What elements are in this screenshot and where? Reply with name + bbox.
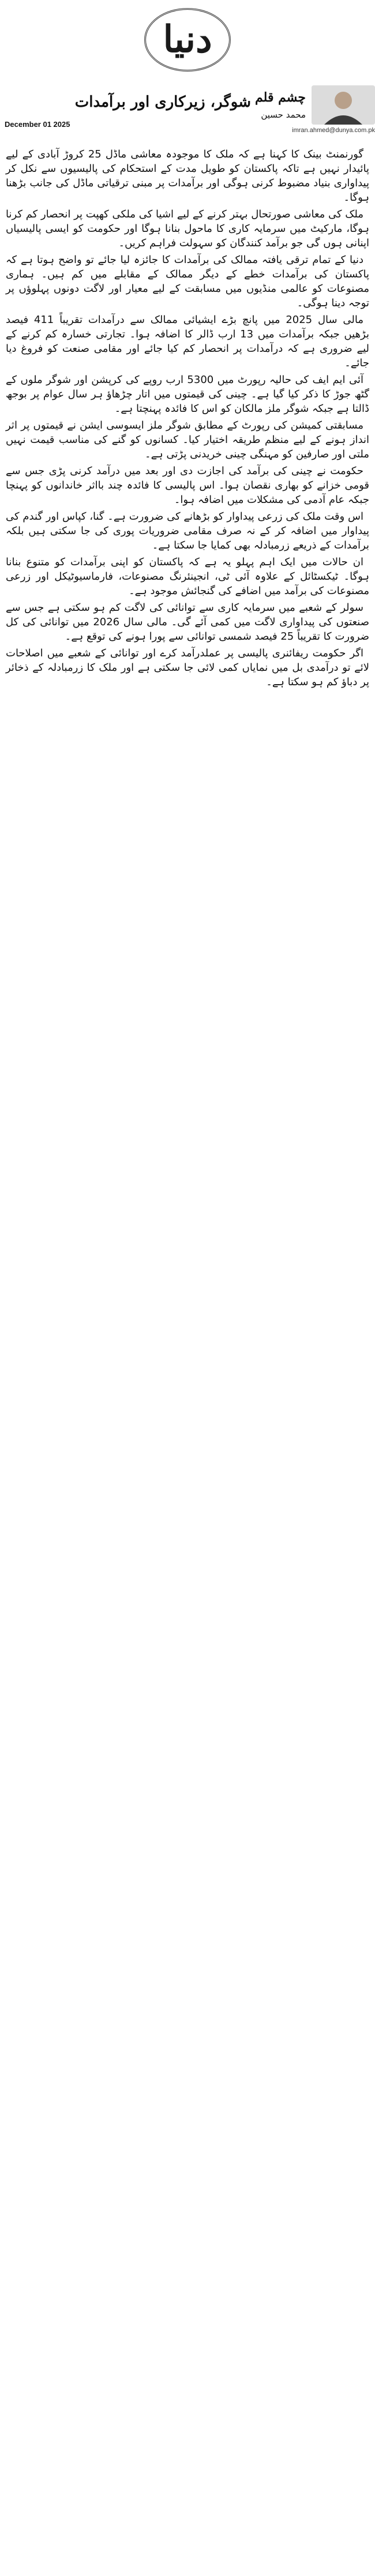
article-paragraph: اس وقت ملک کی زرعی پیداوار کو بڑھانے کی ضرورت ہے۔ گنا، کپاس اور گندم کی پیداوار میں اضافہ کر کے نہ صرف مقامی ضروریات پوری کی جا سکتی ہیں بلکہ برآمدات کے ذریعے زرمبادلہ بھی کمایا جا سکتا ہے۔ bbox=[6, 510, 369, 551]
article-body bbox=[6, 147, 369, 692]
article-paragraph: ملک کی معاشی صورتحال بہتر کرنے کے لیے اشیا کی ملکی کھپت پر انحصار کم کرنا ہوگا، مارکیٹ میں سرمایہ کاری کا ماحول بنانا ہوگا اور حکومت کو ایسی پالیسیاں اپنانی ہوں گی جو برآمد کنندگان کو سہولت فراہم کریں۔ bbox=[5, 208, 369, 249]
author-email[interactable]: imran.ahmed@dunya.com.pk bbox=[292, 127, 375, 134]
article-paragraph: مالی سال 2025 میں پانچ بڑے ایشیائی ممالک سے درآمدات تقریباً 411 فیصد بڑھیں جبکہ برآمدات میں 13 ارب ڈالر کا اضافہ ہوا۔ تجارتی خسارہ کم کرنے کے لیے ضروری ہے کہ درآمدات پر انحصار کم کیا جائے اور مقامی صنعت کو فروغ دیا جائے۔ bbox=[6, 314, 369, 369]
logo-text: دنیا bbox=[163, 18, 212, 61]
masthead bbox=[0, 0, 375, 144]
byline-block bbox=[74, 87, 375, 138]
portrait-image bbox=[312, 85, 375, 125]
article-paragraph: دنیا کے تمام ترقی یافتہ ممالک کی برآمدات کا جائزہ لیا جائے تو واضح ہوتا ہے کہ پاکستان کی برآمدات خطے کے دیگر ممالک کے مقابلے میں کم ہیں۔ ہماری مصنوعات کو عالمی منڈیوں میں مسابقت کے لیے معیار اور لاگت دونوں پہلوؤں پر توجہ دینا ہوگی۔ bbox=[6, 254, 369, 309]
publish-date: December 01 2025 bbox=[5, 120, 70, 129]
column-name: چشم قلم bbox=[255, 90, 306, 105]
article-paragraph: سولر کے شعبے میں سرمایہ کاری سے توانائی کی لاگت کم ہو سکتی ہے جس سے صنعتوں کی پیداواری لاگت میں کمی آئے گی۔ مالی سال 2026 میں توانائی کی کل ضرورت کا تقریباً 25 فیصد شمسی توانائی سے پورا ہونے کی توقع ہے۔ bbox=[6, 602, 369, 643]
author-portrait bbox=[312, 85, 375, 125]
article-paragraph: آئی ایم ایف کی حالیہ رپورٹ میں 5300 ارب روپے کی کرپشن اور شوگر ملوں کے گٹھ جوڑ کا ذکر کیا گیا ہے۔ چینی کی قیمتوں میں اتار چڑھاؤ ہر سال عوام پر بوجھ ڈالتا ہے جبکہ شوگر ملز مالکان کو اس کا فائدہ پہنچتا ہے۔ bbox=[6, 374, 369, 415]
article-paragraph: گورنمنٹ بینک کا کہنا ہے کہ ملک کا موجودہ معاشی ماڈل 25 کروڑ آبادی کے لیے پائیدار نہیں ہے تاکہ پاکستان کو طویل مدت کے استحکام کی پالیسیوں سے نکل کر پیداواری بنیاد مضبوط کرنی ہوگی اور برآمدات پر مبنی ترقیاتی ماڈل کی جانب بڑھنا ہوگا۔ bbox=[6, 148, 369, 204]
author-name: محمد حسین bbox=[261, 110, 306, 120]
article-paragraph: ان حالات میں ایک اہم پہلو یہ ہے کہ پاکستان کو اپنی برآمدات کو متنوع بنانا ہوگا۔ ٹیکسٹائل کے علاوہ آئی ٹی، انجینئرنگ مصنوعات، فارماسیوٹیکل اور زرعی مصنوعات کی برآمد میں اضافے کی گنجائش موجود ہے۔ bbox=[6, 556, 369, 597]
article-paragraph: اگر حکومت ریفائنری پالیسی پر عملدرآمد کرے اور توانائی کے شعبے میں اصلاحات لائے تو درآمدی بل میں نمایاں کمی لائی جا سکتی ہے اور ملک کا زرمبادلہ کے ذخائر پر دباؤ کم ہو سکتا ہے۔ bbox=[6, 647, 369, 688]
article-paragraph: مسابقتی کمیشن کی رپورٹ کے مطابق شوگر ملز ایسوسی ایشن نے قیمتوں پر اثر انداز ہونے کے لیے منظم طریقہ اختیار کیا۔ کسانوں کو گنے کی مناسب قیمت نہیں ملتی اور صارفین کو مہنگی چینی خریدنی پڑتی ہے۔ bbox=[6, 419, 369, 460]
article-headline: شوگر، زیرکاری اور برآمدات bbox=[74, 93, 251, 111]
logo-ring bbox=[144, 8, 231, 72]
newspaper-logo bbox=[144, 8, 231, 72]
article-paragraph: حکومت نے چینی کی برآمد کی اجازت دی اور بعد میں درآمد کرنی پڑی جس سے قومی خزانے کو بھاری نقصان ہوا۔ اس پالیسی کا فائدہ چند بااثر خاندانوں کو پہنچا جبکہ عام آدمی کی مشکلات میں اضافہ ہوا۔ bbox=[6, 465, 369, 506]
